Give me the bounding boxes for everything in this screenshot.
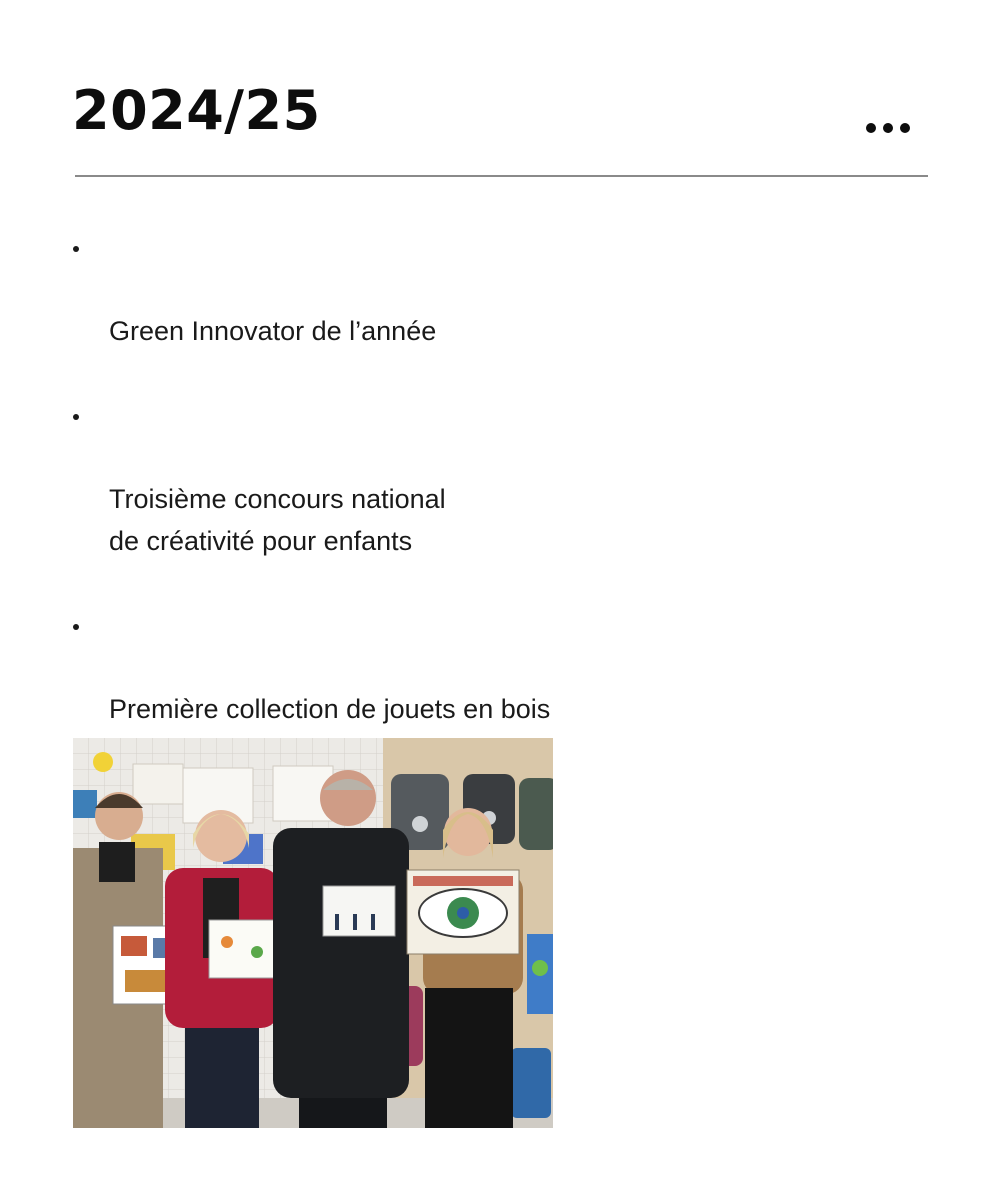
milestone-text: Green Innovator de l’année	[109, 316, 437, 346]
more-horizontal-icon	[866, 123, 876, 133]
milestone-text: Troisième concours national de créativité pour enfants	[109, 484, 446, 556]
list-item	[72, 226, 692, 352]
bullet-icon	[73, 246, 79, 252]
list-item	[72, 394, 692, 562]
bullet-icon	[73, 624, 79, 630]
more-options-button[interactable]	[862, 118, 914, 138]
header-divider	[75, 175, 928, 177]
page-title: 2024/25	[72, 79, 321, 142]
milestone-text: Première collection de jouets en bois	[109, 694, 551, 724]
group-photo	[73, 738, 553, 1128]
bullet-icon	[73, 414, 79, 420]
